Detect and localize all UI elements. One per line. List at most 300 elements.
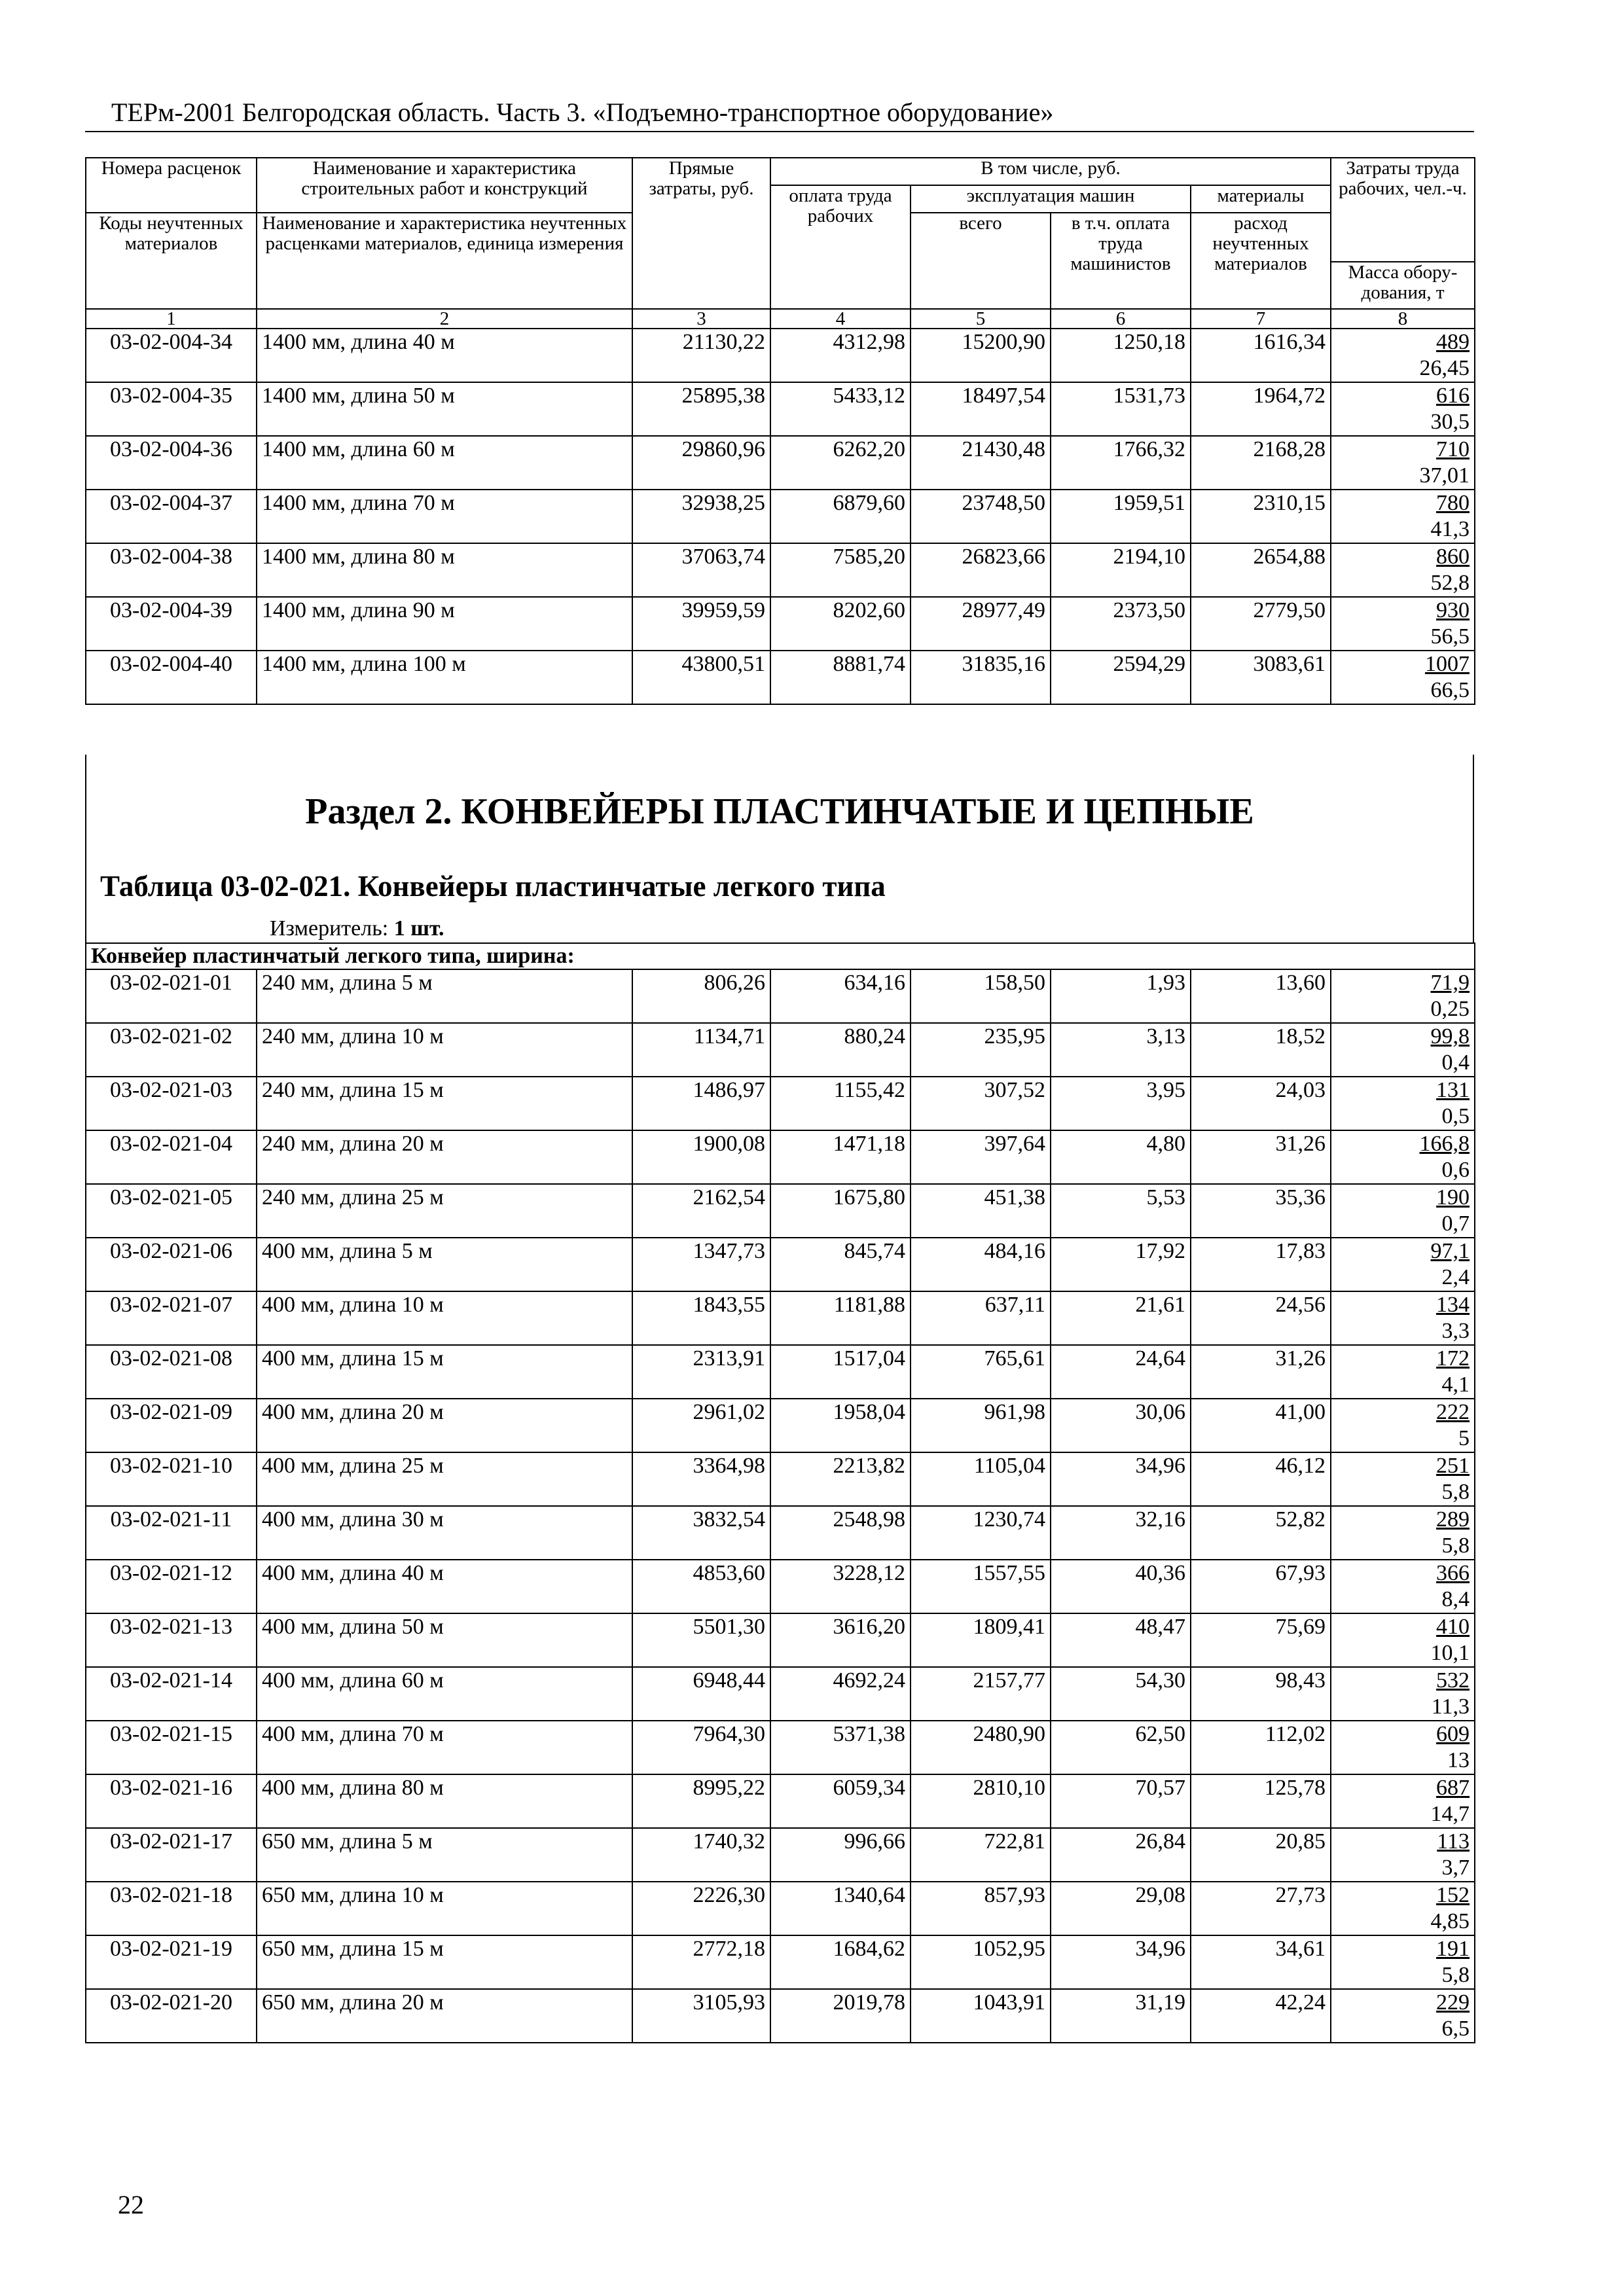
direct-cost-cell: 2226,30 [632, 1882, 770, 1935]
machines-total-cell: 31835,16 [911, 651, 1051, 704]
labor-hours-value: 222 [1436, 1400, 1470, 1424]
col-header-machinist-pay: в т.ч. оплата труда машинистов [1051, 213, 1191, 309]
work-name-cell: 1400 мм, длина 50 м [257, 382, 632, 436]
worker-pay-cell: 6059,34 [770, 1774, 911, 1828]
labor-mass-cell [1331, 1077, 1475, 1130]
equipment-mass-value: 30,5 [1430, 410, 1470, 434]
col-number: 3 [632, 309, 770, 329]
work-name-cell: 400 мм, длина 25 м [257, 1452, 632, 1506]
rate-code-cell: 03-02-004-36 [86, 436, 257, 490]
labor-mass-cell [1331, 1882, 1475, 1935]
direct-cost-cell: 6948,44 [632, 1667, 770, 1721]
work-name-cell: 240 мм, длина 15 м [257, 1077, 632, 1130]
machinist-pay-cell: 31,19 [1051, 1989, 1191, 2043]
rate-code-cell: 03-02-021-12 [86, 1560, 257, 1613]
machinist-pay-cell: 3,95 [1051, 1077, 1191, 1130]
direct-cost-cell: 1134,71 [632, 1023, 770, 1077]
machinist-pay-cell: 21,61 [1051, 1291, 1191, 1345]
rate-code-cell: 03-02-021-14 [86, 1667, 257, 1721]
equipment-mass-value: 11,3 [1431, 1695, 1470, 1719]
labor-hours-value: 191 [1436, 1937, 1470, 1961]
equipment-mass-value: 6,5 [1441, 2017, 1470, 2041]
machines-total-cell: 1052,95 [911, 1935, 1051, 1989]
worker-pay-cell: 6879,60 [770, 490, 911, 543]
measure-value: 1 шт. [393, 916, 444, 941]
machines-total-cell: 307,52 [911, 1077, 1051, 1130]
work-name-cell: 400 мм, длина 5 м [257, 1238, 632, 1291]
machines-total-cell: 857,93 [911, 1882, 1051, 1935]
machinist-pay-cell: 3,13 [1051, 1023, 1191, 1077]
table-row [86, 651, 1475, 704]
table-row [86, 597, 1475, 651]
table-row [86, 1023, 1475, 1077]
group-heading: Конвейер пластинчатый легкого типа, ширина: [86, 943, 1475, 969]
equipment-mass-value: 5 [1458, 1426, 1470, 1450]
labor-hours-value: 172 [1436, 1346, 1470, 1371]
rate-code-cell: 03-02-004-40 [86, 651, 257, 704]
labor-hours-value: 930 [1436, 598, 1470, 622]
labor-hours-value: 289 [1436, 1507, 1470, 1532]
machinist-pay-cell: 1959,51 [1051, 490, 1191, 543]
worker-pay-cell: 2019,78 [770, 1989, 911, 2043]
work-name-cell: 240 мм, длина 5 м [257, 969, 632, 1023]
labor-mass-cell [1331, 1828, 1475, 1882]
equipment-mass-value: 3,7 [1441, 1856, 1470, 1880]
materials-cell: 3083,61 [1191, 651, 1331, 704]
labor-mass-cell [1331, 1345, 1475, 1399]
measure-label: Измеритель: [270, 916, 389, 941]
machines-total-cell: 2157,77 [911, 1667, 1051, 1721]
labor-hours-value: 97,1 [1430, 1239, 1470, 1263]
worker-pay-cell: 1958,04 [770, 1399, 911, 1452]
machinist-pay-cell: 2194,10 [1051, 543, 1191, 597]
direct-cost-cell: 32938,25 [632, 490, 770, 543]
equipment-mass-value: 5,8 [1441, 1963, 1470, 1987]
page-number: 22 [118, 2190, 144, 2219]
worker-pay-cell: 880,24 [770, 1023, 911, 1077]
materials-cell: 1616,34 [1191, 329, 1331, 382]
rate-code-cell: 03-02-021-10 [86, 1452, 257, 1506]
work-name-cell: 1400 мм, длина 40 м [257, 329, 632, 382]
machinist-pay-cell: 2594,29 [1051, 651, 1191, 704]
labor-hours-value: 152 [1436, 1883, 1470, 1907]
section-title: Раздел 2. КОНВЕЙЕРЫ ПЛАСТИНЧАТЫЕ И ЦЕПНЫЕ [305, 791, 1254, 832]
col-header-unaccounted-materials: расход неучтенных материалов [1191, 213, 1331, 309]
work-name-cell: 240 мм, длина 20 м [257, 1130, 632, 1184]
materials-cell: 27,73 [1191, 1882, 1331, 1935]
direct-cost-cell: 1740,32 [632, 1828, 770, 1882]
equipment-mass-value: 52,8 [1430, 571, 1470, 595]
rate-code-cell: 03-02-021-05 [86, 1184, 257, 1238]
col-number: 4 [770, 309, 911, 329]
col-header-equipment-mass: Масса обору-дования, т [1331, 262, 1475, 309]
table-row [86, 1667, 1475, 1721]
direct-cost-cell: 2162,54 [632, 1184, 770, 1238]
labor-mass-cell [1331, 1399, 1475, 1452]
machines-total-cell: 235,95 [911, 1023, 1051, 1077]
rate-code-cell: 03-02-004-39 [86, 597, 257, 651]
rate-code-cell: 03-02-004-38 [86, 543, 257, 597]
equipment-mass-value: 10,1 [1430, 1641, 1470, 1665]
work-name-cell: 650 мм, длина 10 м [257, 1882, 632, 1935]
machinist-pay-cell: 1250,18 [1051, 329, 1191, 382]
table-row [86, 1613, 1475, 1667]
worker-pay-cell: 7585,20 [770, 543, 911, 597]
work-name-cell: 1400 мм, длина 100 м [257, 651, 632, 704]
machines-total-cell: 484,16 [911, 1238, 1051, 1291]
rate-code-cell: 03-02-021-19 [86, 1935, 257, 1989]
direct-cost-cell: 2961,02 [632, 1399, 770, 1452]
direct-cost-cell: 29860,96 [632, 436, 770, 490]
labor-hours-value: 366 [1436, 1561, 1470, 1585]
materials-cell: 24,56 [1191, 1291, 1331, 1345]
equipment-mass-value: 8,4 [1441, 1587, 1470, 1611]
machines-total-cell: 1230,74 [911, 1506, 1051, 1560]
labor-mass-cell [1331, 329, 1475, 382]
worker-pay-cell: 996,66 [770, 1828, 911, 1882]
col-number: 8 [1331, 309, 1475, 329]
worker-pay-cell: 1181,88 [770, 1291, 911, 1345]
materials-cell: 67,93 [1191, 1560, 1331, 1613]
labor-mass-cell [1331, 1774, 1475, 1828]
worker-pay-cell: 1155,42 [770, 1077, 911, 1130]
equipment-mass-value: 4,85 [1430, 1909, 1470, 1933]
work-name-cell: 240 мм, длина 10 м [257, 1023, 632, 1077]
rate-code-cell: 03-02-021-09 [86, 1399, 257, 1452]
machines-total-cell: 961,98 [911, 1399, 1051, 1452]
worker-pay-cell: 634,16 [770, 969, 911, 1023]
rates-table-bottom [85, 942, 1475, 2043]
labor-mass-cell [1331, 1667, 1475, 1721]
table-row [86, 1989, 1475, 2043]
machines-total-cell: 18497,54 [911, 382, 1051, 436]
materials-cell: 13,60 [1191, 969, 1331, 1023]
table-row [86, 1238, 1475, 1291]
rate-code-cell: 03-02-021-03 [86, 1077, 257, 1130]
materials-cell: 2310,15 [1191, 490, 1331, 543]
equipment-mass-value: 0,4 [1441, 1050, 1470, 1075]
work-name-cell: 650 мм, длина 15 м [257, 1935, 632, 1989]
section-block [85, 755, 1474, 942]
table-row [86, 1130, 1475, 1184]
rate-code-cell: 03-02-021-08 [86, 1345, 257, 1399]
rate-code-cell: 03-02-021-15 [86, 1721, 257, 1774]
col-header-machines-total: всего [911, 213, 1051, 309]
equipment-mass-value: 0,25 [1430, 997, 1470, 1021]
machinist-pay-cell: 1531,73 [1051, 382, 1191, 436]
labor-mass-cell [1331, 382, 1475, 436]
table-row [86, 1399, 1475, 1452]
direct-cost-cell: 21130,22 [632, 329, 770, 382]
table-row [86, 1345, 1475, 1399]
materials-cell: 2168,28 [1191, 436, 1331, 490]
direct-cost-cell: 37063,74 [632, 543, 770, 597]
worker-pay-cell: 1517,04 [770, 1345, 911, 1399]
rate-code-cell: 03-02-004-34 [86, 329, 257, 382]
materials-cell: 1964,72 [1191, 382, 1331, 436]
worker-pay-cell: 1684,62 [770, 1935, 911, 1989]
direct-cost-cell: 1347,73 [632, 1238, 770, 1291]
direct-cost-cell: 43800,51 [632, 651, 770, 704]
machinist-pay-cell: 54,30 [1051, 1667, 1191, 1721]
table-title: Таблица 03-02-021. Конвейеры пластинчатые легкого типа [100, 870, 886, 903]
rates-table-top [85, 157, 1475, 705]
direct-cost-cell: 4853,60 [632, 1560, 770, 1613]
labor-hours-value: 251 [1436, 1454, 1470, 1478]
labor-mass-cell [1331, 543, 1475, 597]
direct-cost-cell: 3832,54 [632, 1506, 770, 1560]
equipment-mass-value: 26,45 [1419, 356, 1470, 380]
rate-code-cell: 03-02-021-18 [86, 1882, 257, 1935]
table-row [86, 1184, 1475, 1238]
equipment-mass-value: 2,4 [1441, 1265, 1470, 1289]
labor-mass-cell [1331, 1935, 1475, 1989]
direct-cost-cell: 1900,08 [632, 1130, 770, 1184]
labor-hours-value: 166,8 [1419, 1132, 1470, 1156]
direct-cost-cell: 2313,91 [632, 1345, 770, 1399]
direct-cost-cell: 1486,97 [632, 1077, 770, 1130]
direct-cost-cell: 2772,18 [632, 1935, 770, 1989]
col-header-materials: материалы [1191, 185, 1331, 213]
labor-hours-value: 616 [1436, 384, 1470, 408]
labor-hours-value: 780 [1436, 491, 1470, 515]
direct-cost-cell: 806,26 [632, 969, 770, 1023]
table-row [86, 1560, 1475, 1613]
labor-mass-cell [1331, 1291, 1475, 1345]
machines-total-cell: 2810,10 [911, 1774, 1051, 1828]
machinist-pay-cell: 48,47 [1051, 1613, 1191, 1667]
table-row [86, 543, 1475, 597]
work-name-cell: 650 мм, длина 5 м [257, 1828, 632, 1882]
machines-total-cell: 637,11 [911, 1291, 1051, 1345]
machinist-pay-cell: 34,96 [1051, 1935, 1191, 1989]
equipment-mass-value: 4,1 [1441, 1372, 1470, 1397]
worker-pay-cell: 1340,64 [770, 1882, 911, 1935]
materials-cell: 52,82 [1191, 1506, 1331, 1560]
materials-cell: 46,12 [1191, 1452, 1331, 1506]
rate-code-cell: 03-02-004-37 [86, 490, 257, 543]
machines-total-cell: 21430,48 [911, 436, 1051, 490]
direct-cost-cell: 7964,30 [632, 1721, 770, 1774]
table-row [86, 1291, 1475, 1345]
materials-cell: 17,83 [1191, 1238, 1331, 1291]
table-row [86, 1506, 1475, 1560]
machines-total-cell: 397,64 [911, 1130, 1051, 1184]
worker-pay-cell: 6262,20 [770, 436, 911, 490]
labor-mass-cell [1331, 1506, 1475, 1560]
machinist-pay-cell: 29,08 [1051, 1882, 1191, 1935]
labor-hours-value: 134 [1436, 1293, 1470, 1317]
equipment-mass-value: 13 [1447, 1748, 1470, 1772]
col-header-worker-pay: оплата труда рабочих [770, 185, 911, 309]
machines-total-cell: 28977,49 [911, 597, 1051, 651]
materials-cell: 42,24 [1191, 1989, 1331, 2043]
work-name-cell: 1400 мм, длина 90 м [257, 597, 632, 651]
table-row [86, 1452, 1475, 1506]
equipment-mass-value: 37,01 [1419, 463, 1470, 488]
machinist-pay-cell: 62,50 [1051, 1721, 1191, 1774]
machines-total-cell: 26823,66 [911, 543, 1051, 597]
machinist-pay-cell: 40,36 [1051, 1560, 1191, 1613]
col-header-direct-costs: Прямые затраты, руб. [632, 158, 770, 309]
labor-hours-value: 687 [1436, 1776, 1470, 1800]
machines-total-cell: 765,61 [911, 1345, 1051, 1399]
labor-hours-value: 229 [1436, 1990, 1470, 2015]
table-row [86, 969, 1475, 1023]
table-row [86, 1774, 1475, 1828]
col-number: 5 [911, 309, 1051, 329]
labor-mass-cell [1331, 436, 1475, 490]
work-name-cell: 400 мм, длина 30 м [257, 1506, 632, 1560]
machinist-pay-cell: 1766,32 [1051, 436, 1191, 490]
equipment-mass-value: 5,8 [1441, 1480, 1470, 1504]
direct-cost-cell: 8995,22 [632, 1774, 770, 1828]
work-name-cell: 650 мм, длина 20 м [257, 1989, 632, 2043]
worker-pay-cell: 5433,12 [770, 382, 911, 436]
worker-pay-cell: 845,74 [770, 1238, 911, 1291]
col-header-labor-hours: Затраты труда рабочих, чел.-ч. [1331, 158, 1475, 262]
equipment-mass-value: 5,8 [1441, 1534, 1470, 1558]
materials-cell: 2779,50 [1191, 597, 1331, 651]
work-name-cell: 400 мм, длина 15 м [257, 1345, 632, 1399]
table-row [86, 329, 1475, 382]
table-row [86, 1882, 1475, 1935]
machinist-pay-cell: 4,80 [1051, 1130, 1191, 1184]
table-row [86, 1935, 1475, 1989]
table-row [86, 382, 1475, 436]
labor-hours-value: 99,8 [1430, 1024, 1470, 1049]
equipment-mass-value: 0,7 [1441, 1211, 1470, 1236]
col-header-material-names: Наименование и характеристика неучтенных расценками материалов, единица измерения [257, 213, 632, 309]
labor-hours-value: 131 [1436, 1078, 1470, 1102]
machines-total-cell: 1809,41 [911, 1613, 1051, 1667]
labor-mass-cell [1331, 490, 1475, 543]
rate-code-cell: 03-02-021-01 [86, 969, 257, 1023]
table-row [86, 1077, 1475, 1130]
labor-mass-cell [1331, 1560, 1475, 1613]
machinist-pay-cell: 5,53 [1051, 1184, 1191, 1238]
machines-total-cell: 722,81 [911, 1828, 1051, 1882]
labor-hours-value: 489 [1436, 330, 1470, 354]
equipment-mass-value: 0,5 [1441, 1104, 1470, 1128]
direct-cost-cell: 39959,59 [632, 597, 770, 651]
col-number: 2 [257, 309, 632, 329]
col-number: 6 [1051, 309, 1191, 329]
measure-unit [270, 916, 444, 941]
work-name-cell: 400 мм, длина 10 м [257, 1291, 632, 1345]
equipment-mass-value: 66,5 [1430, 678, 1470, 702]
rate-code-cell: 03-02-021-13 [86, 1613, 257, 1667]
col-number: 1 [86, 309, 257, 329]
work-name-cell: 400 мм, длина 60 м [257, 1667, 632, 1721]
worker-pay-cell: 1675,80 [770, 1184, 911, 1238]
labor-hours-value: 113 [1437, 1829, 1470, 1854]
labor-hours-value: 410 [1436, 1615, 1470, 1639]
machinist-pay-cell: 70,57 [1051, 1774, 1191, 1828]
machinist-pay-cell: 24,64 [1051, 1345, 1191, 1399]
labor-mass-cell [1331, 1238, 1475, 1291]
machines-total-cell: 2480,90 [911, 1721, 1051, 1774]
labor-hours-value: 532 [1436, 1668, 1470, 1693]
work-name-cell: 400 мм, длина 50 м [257, 1613, 632, 1667]
rate-code-cell: 03-02-021-16 [86, 1774, 257, 1828]
labor-hours-value: 710 [1436, 437, 1470, 461]
worker-pay-cell: 8202,60 [770, 597, 911, 651]
work-name-cell: 400 мм, длина 40 м [257, 1560, 632, 1613]
materials-cell: 31,26 [1191, 1130, 1331, 1184]
materials-cell: 75,69 [1191, 1613, 1331, 1667]
labor-mass-cell [1331, 1130, 1475, 1184]
worker-pay-cell: 3228,12 [770, 1560, 911, 1613]
machinist-pay-cell: 2373,50 [1051, 597, 1191, 651]
labor-mass-cell [1331, 597, 1475, 651]
rate-code-cell: 03-02-021-06 [86, 1238, 257, 1291]
machinist-pay-cell: 17,92 [1051, 1238, 1191, 1291]
machinist-pay-cell: 32,16 [1051, 1506, 1191, 1560]
work-name-cell: 400 мм, длина 20 м [257, 1399, 632, 1452]
equipment-mass-value: 3,3 [1441, 1319, 1470, 1343]
worker-pay-cell: 2213,82 [770, 1452, 911, 1506]
machines-total-cell: 158,50 [911, 969, 1051, 1023]
col-header-including: В том числе, руб. [770, 158, 1331, 185]
table-row [86, 436, 1475, 490]
rate-code-cell: 03-02-021-20 [86, 1989, 257, 2043]
table-row [86, 1721, 1475, 1774]
materials-cell: 20,85 [1191, 1828, 1331, 1882]
direct-cost-cell: 1843,55 [632, 1291, 770, 1345]
machinist-pay-cell: 1,93 [1051, 969, 1191, 1023]
machines-total-cell: 1557,55 [911, 1560, 1051, 1613]
rows-section-2 [86, 969, 1475, 2043]
worker-pay-cell: 1471,18 [770, 1130, 911, 1184]
col-header-machine-operation: эксплуатация машин [911, 185, 1191, 213]
work-name-cell: 400 мм, длина 70 м [257, 1721, 632, 1774]
table-row [86, 1828, 1475, 1882]
page-header: ТЕРм-2001 Белгородская область. Часть 3. «Подъемно-транспортное оборудование» [111, 98, 1054, 127]
machines-total-cell: 1105,04 [911, 1452, 1051, 1506]
worker-pay-cell: 3616,20 [770, 1613, 911, 1667]
equipment-mass-value: 56,5 [1430, 624, 1470, 649]
rate-code-cell: 03-02-004-35 [86, 382, 257, 436]
materials-cell: 35,36 [1191, 1184, 1331, 1238]
labor-hours-value: 1007 [1425, 652, 1470, 676]
work-name-cell: 1400 мм, длина 80 м [257, 543, 632, 597]
labor-mass-cell [1331, 1989, 1475, 2043]
labor-hours-value: 190 [1436, 1185, 1470, 1210]
worker-pay-cell: 8881,74 [770, 651, 911, 704]
labor-mass-cell [1331, 651, 1475, 704]
labor-mass-cell [1331, 1452, 1475, 1506]
equipment-mass-value: 41,3 [1430, 517, 1470, 541]
equipment-mass-value: 14,7 [1430, 1802, 1470, 1826]
work-name-cell: 1400 мм, длина 60 м [257, 436, 632, 490]
work-name-cell: 400 мм, длина 80 м [257, 1774, 632, 1828]
machines-total-cell: 23748,50 [911, 490, 1051, 543]
direct-cost-cell: 3364,98 [632, 1452, 770, 1506]
worker-pay-cell: 2548,98 [770, 1506, 911, 1560]
machinist-pay-cell: 34,96 [1051, 1452, 1191, 1506]
labor-mass-cell [1331, 1613, 1475, 1667]
labor-mass-cell [1331, 1023, 1475, 1077]
materials-cell: 2654,88 [1191, 543, 1331, 597]
materials-cell: 112,02 [1191, 1721, 1331, 1774]
labor-hours-value: 860 [1436, 545, 1470, 569]
labor-mass-cell [1331, 1184, 1475, 1238]
worker-pay-cell: 4692,24 [770, 1667, 911, 1721]
rows-section-1 [86, 329, 1475, 704]
materials-cell: 98,43 [1191, 1667, 1331, 1721]
machines-total-cell: 15200,90 [911, 329, 1051, 382]
